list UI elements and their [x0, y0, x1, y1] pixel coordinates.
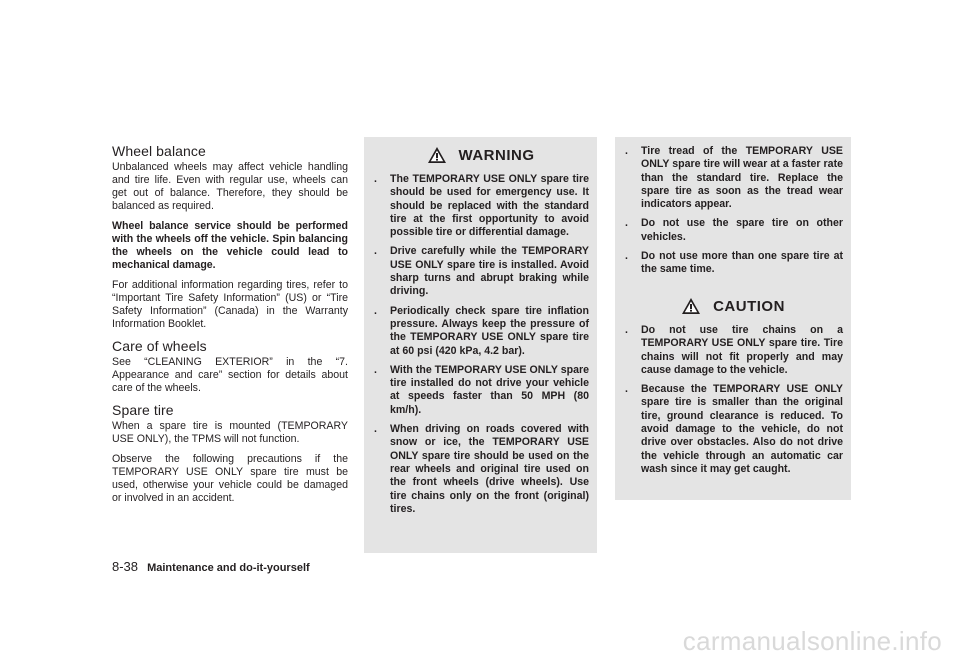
warning-item-text: With the TEMPORARY USE ONLY spare tire installed do not drive your vehicle at speeds faster than 50 MPH (80 km/h). [390, 363, 589, 416]
warning-item-text: Do not use the spare tire on other vehicles. [641, 217, 843, 243]
warning-item-text: Drive carefully while the TEMPORARY USE ONLY spare tire is installed. Avoid sharp turns and abrupt braking while driving. [390, 245, 589, 298]
caution-triangle-icon [681, 297, 701, 315]
bullet: . [374, 423, 377, 436]
warning-title-text: WARNING [458, 146, 535, 164]
wheel-balance-paragraph-2: Wheel balance service should be performed with the wheels off the vehicle. Spin balancing the wheels on the vehicle could lead to mechanical damage. [112, 220, 348, 271]
warning-item [374, 245, 589, 298]
bullet: . [625, 217, 628, 230]
warning-item-text: The TEMPORARY USE ONLY spare tire should be used for emergency use. It should be replaced with the standard tire at the first opportunity to avoid possible tire or differential damage. [390, 173, 589, 239]
care-of-wheels-paragraph: See “CLEANING EXTERIOR” in the “7. Appearance and care” section for details about care of the wheels. [112, 356, 348, 394]
watermark: carmanualsonline.info [682, 626, 942, 656]
caution-item [625, 383, 843, 476]
page-footer [112, 559, 310, 574]
heading-spare-tire: Spare tire [112, 402, 174, 418]
warning-title [364, 137, 597, 173]
spare-tire-paragraph-1: When a spare tire is mounted (TEMPORARY USE ONLY), the TPMS will not function. [112, 420, 348, 445]
spare-tire-paragraph-2: Observe the following precautions if the TEMPORARY USE ONLY spare tire must be used, otherwise your vehicle could be damaged or involved in an accident. [112, 453, 348, 504]
bullet: . [625, 324, 628, 336]
bullet: . [374, 173, 377, 185]
bullet: . [625, 250, 628, 263]
warning-item-text: Do not use more than one spare tire at the same time. [641, 250, 843, 276]
bullet: . [374, 304, 377, 317]
heading-wheel-balance: Wheel balance [112, 143, 206, 159]
left-column [112, 143, 348, 512]
warning-item-text: When driving on roads covered with snow or ice, the TEMPORARY USE ONLY spare tire should be used on the rear wheels and original tire used on the front wheels (drive wheels). Use tire chains only on the front (original) tires. [390, 423, 589, 515]
caution-item-text: Do not use tire chains on a TEMPORARY USE ONLY spare tire. Tire chains will not fit properly and may cause damage to the vehicle. [641, 324, 843, 376]
wheel-balance-paragraph-1: Unbalanced wheels may affect vehicle handling and tire life. Even with regular use, wheels can get out of balance. Therefore, they should be balanced as required. [112, 161, 348, 212]
bullet: . [625, 383, 628, 396]
caution-box [615, 288, 851, 500]
bullet: . [374, 245, 377, 258]
warning-item-text: Periodically check spare tire inflation pressure. Always keep the pressure of the TEMPORARY USE ONLY spare tire at 60 psi (420 kPa, 4.2 bar). [390, 304, 589, 357]
caution-list [615, 324, 851, 476]
warning-item [374, 173, 589, 239]
warning-list [364, 173, 597, 516]
page-number: 8-38 [112, 559, 139, 574]
warning-item [625, 145, 843, 211]
section-title: Maintenance and do-it-yourself [147, 562, 310, 574]
caution-item-text: Because the TEMPORARY USE ONLY spare tire is smaller than the original tire, ground clearance is reduced. To avoid damage to the vehicle, do not drive over obstacles. Also do not drive the vehicle through an automatic car wash since it may get caught. [641, 383, 843, 475]
caution-item [625, 324, 843, 377]
caution-title [615, 288, 851, 324]
wheel-balance-paragraph-3: For additional information regarding tires, refer to “Important Tire Safety Information” (US) or “Tire Safety Information” (Canada) in the Warranty Information Booklet. [112, 279, 348, 330]
warning-item [374, 364, 589, 417]
warning-continued-box [615, 137, 851, 297]
heading-care-of-wheels: Care of wheels [112, 338, 207, 354]
caution-title-text: CAUTION [713, 297, 785, 315]
warning-continued-list [615, 145, 851, 277]
warning-triangle-icon [427, 146, 447, 164]
bullet: . [625, 145, 628, 157]
warning-item [374, 423, 589, 516]
bullet: . [374, 363, 377, 376]
warning-box [364, 137, 597, 553]
warning-item [625, 250, 843, 277]
warning-item [374, 305, 589, 358]
warning-item-text: Tire tread of the TEMPORARY USE ONLY spare tire will wear at a faster rate than the standard tire. Replace the spare tire as soon as the tread wear indicators appear. [641, 145, 843, 211]
warning-item [625, 217, 843, 244]
